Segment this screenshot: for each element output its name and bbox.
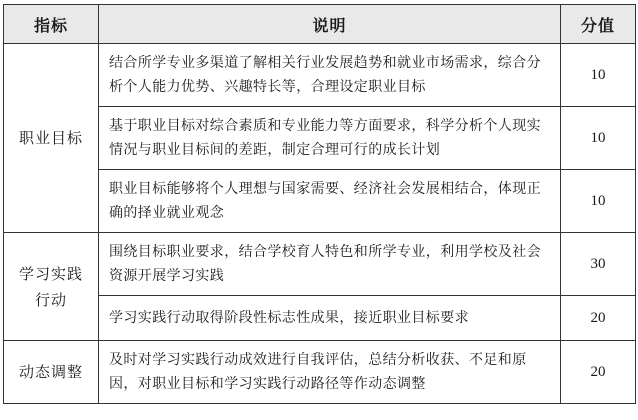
table-row	[4, 233, 636, 296]
table-row	[4, 107, 636, 170]
header-indicator: 指标	[4, 5, 99, 44]
header-score: 分值	[561, 5, 636, 44]
indicator-label: 职业目标	[19, 129, 84, 147]
indicator-label: 学习实践行动	[19, 264, 84, 309]
table-row	[4, 44, 636, 107]
score-cell: 20	[561, 341, 636, 404]
description-cell: 基于职业目标对综合素质和专业能力等方面要求，科学分析个人现实情况与职业目标间的差距，制定合理可行的成长计划	[99, 107, 561, 170]
table-row	[4, 296, 636, 341]
score-cell: 20	[561, 296, 636, 341]
indicator-cell-career-goal	[4, 44, 99, 233]
score-cell: 10	[561, 107, 636, 170]
score-cell: 30	[561, 233, 636, 296]
description-cell: 职业目标能够将个人理想与国家需要、经济社会发展相结合，体现正确的择业就业观念	[99, 170, 561, 233]
score-cell: 10	[561, 44, 636, 107]
indicator-cell-learning-practice	[4, 233, 99, 341]
table-row	[4, 341, 636, 404]
score-cell: 10	[561, 170, 636, 233]
description-cell: 及时对学习实践行动成效进行自我评估，总结分析收获、不足和原因，对职业目标和学习实践行动路径等作动态调整	[99, 341, 561, 404]
indicator-cell-dynamic-adjustment	[4, 341, 99, 404]
indicator-label: 动态调整	[19, 363, 84, 381]
description-cell: 结合所学专业多渠道了解相关行业发展趋势和就业市场需求，综合分析个人能力优势、兴趣特长等，合理设定职业目标	[99, 44, 561, 107]
description-cell: 学习实践行动取得阶段性标志性成果，接近职业目标要求	[99, 296, 561, 341]
description-cell: 围绕目标职业要求，结合学校育人特色和所学专业，利用学校及社会资源开展学习实践	[99, 233, 561, 296]
header-description: 说明	[99, 5, 561, 44]
scoring-rubric-table	[3, 4, 636, 404]
table-header-row	[4, 5, 636, 44]
table-row	[4, 170, 636, 233]
